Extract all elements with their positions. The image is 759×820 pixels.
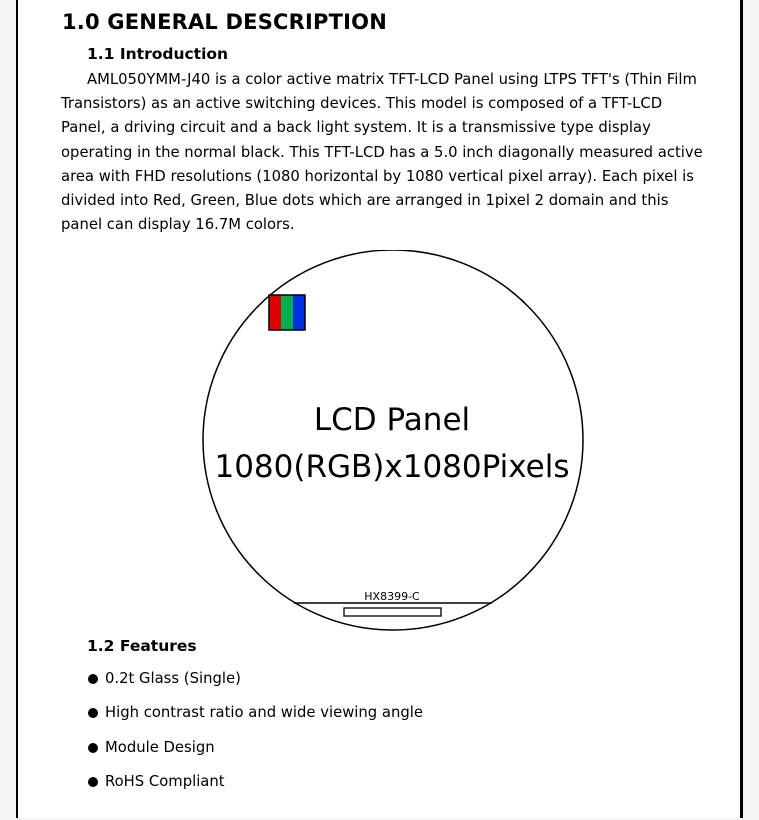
bullet-icon <box>88 708 98 718</box>
red-subpixel <box>269 295 281 330</box>
panel-label: LCD Panel <box>313 402 471 438</box>
ic-label: HX8399-C <box>364 590 420 603</box>
introduction-heading: 1.1 Introduction <box>87 45 229 63</box>
driver-ic <box>344 608 441 616</box>
feature-item: 0.2t Glass (Single) <box>88 667 423 701</box>
bullet-icon <box>88 743 98 753</box>
bullet-icon <box>88 674 98 684</box>
feature-item: Module Design <box>88 736 423 770</box>
feature-item: High contrast ratio and wide viewing angle <box>88 701 423 735</box>
green-subpixel <box>281 295 293 330</box>
bullet-icon <box>88 777 98 787</box>
blue-subpixel <box>293 295 305 330</box>
section-title: 1.0 GENERAL DESCRIPTION <box>62 10 387 34</box>
panel-outline <box>203 250 583 630</box>
feature-item: RoHS Compliant <box>88 770 423 804</box>
panel-resolution-label: 1080(RGB)x1080Pixels <box>214 449 570 485</box>
introduction-paragraph: AML050YMM-J40 is a color active matrix TFT-LCD Panel using LTPS TFT's (Thin Film Transistors) as an active switching devices. This model is composed of a TFT-LCD Panel, a driving circuit and a back light system. It is a transmissive type display operating in the normal black. This TFT-LCD has a 5.0 inch diagonally measured active area with FHD resolutions (1080 horizontal by 1080 vertical pixel array). Each pixel is divided into Red, Green, Blue dots which are arranged in 1pixel 2 domain and this panel can display 16.7M colors. <box>61 71 703 234</box>
lcd-panel-diagram <box>198 250 588 640</box>
features-list <box>88 667 423 804</box>
features-heading: 1.2 Features <box>87 637 197 655</box>
document-page <box>16 0 743 818</box>
